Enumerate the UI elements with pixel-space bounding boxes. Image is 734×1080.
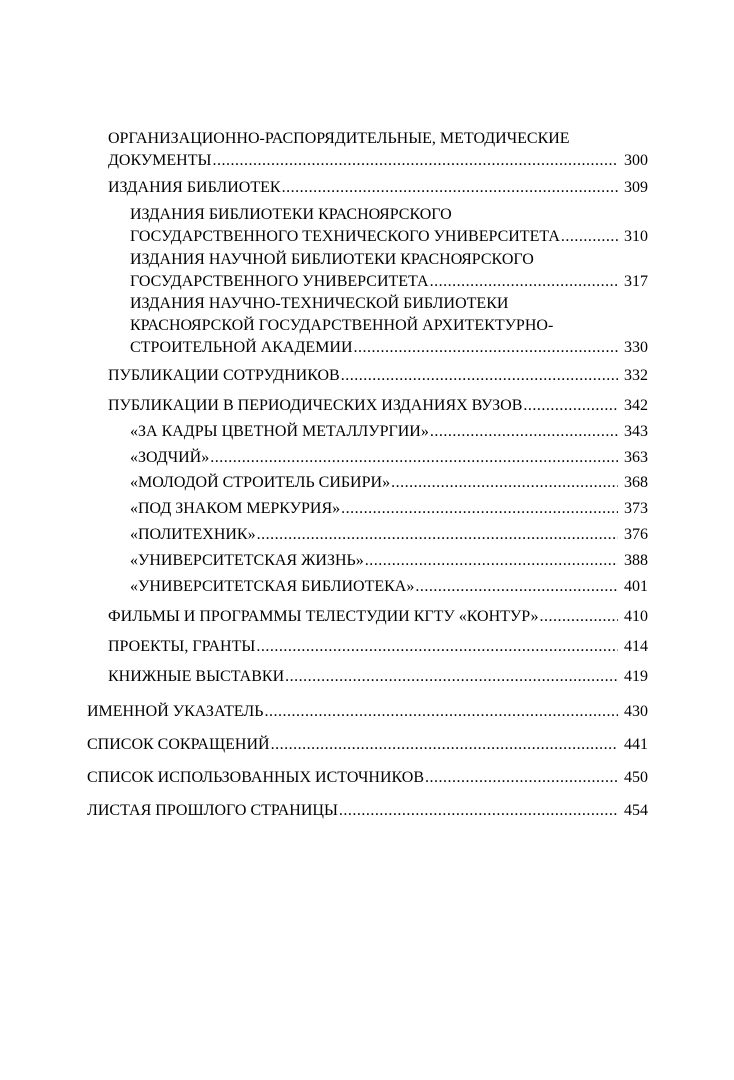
dot-leader: [430, 421, 618, 443]
toc-entry[interactable]: [108, 365, 648, 387]
dot-leader: [341, 498, 618, 520]
toc-page-number: 343: [624, 423, 648, 440]
toc-entry[interactable]: [87, 767, 648, 789]
toc-entry-title: ПУБЛИКАЦИИ В ПЕРИОДИЧЕСКИХ ИЗДАНИЯХ ВУЗОВ: [108, 397, 523, 414]
toc-entry-title: СПИСОК СОКРАЩЕНИЙ: [87, 736, 270, 753]
dot-leader: [540, 606, 618, 628]
toc-entry[interactable]: [108, 606, 648, 628]
toc-entry[interactable]: [87, 701, 648, 723]
toc-page-number: 368: [624, 474, 648, 491]
dot-leader: [430, 271, 618, 293]
dot-leader: [282, 177, 618, 199]
toc-entry-title-line: ИЗДАНИЯ НАУЧНО-ТЕХНИЧЕСКОЙ БИБЛИОТЕКИ: [130, 295, 509, 312]
toc-entry-title: ГОСУДАРСТВЕННОГО УНИВЕРСИТЕТА: [130, 273, 429, 290]
toc-entry-title: СТРОИТЕЛЬНОЙ АКАДЕМИИ: [130, 339, 353, 356]
toc-entry[interactable]: [130, 498, 648, 520]
toc-entry[interactable]: [108, 666, 648, 688]
toc-entry[interactable]: [130, 524, 648, 546]
toc-page-number: 310: [624, 228, 648, 245]
toc-page-number: 410: [624, 608, 648, 625]
dot-leader: [561, 226, 618, 248]
toc-entry[interactable]: [130, 550, 648, 572]
dot-leader: [341, 365, 618, 387]
dot-leader: [285, 666, 618, 688]
dot-leader: [391, 472, 618, 494]
dot-leader: [523, 395, 618, 417]
toc-entry[interactable]: [130, 293, 648, 359]
toc-entry-title: ПРОЕКТЫ, ГРАНТЫ: [108, 638, 256, 655]
toc-entry-title: «УНИВЕРСИТЕТСКАЯ ЖИЗНЬ»: [130, 552, 364, 569]
toc-entry[interactable]: [108, 177, 648, 199]
toc-entry-title: «МОЛОДОЙ СТРОИТЕЛЬ СИБИРИ»: [130, 474, 391, 491]
toc-page-number: 376: [624, 526, 648, 543]
dot-leader: [339, 800, 618, 822]
toc-entry-title: ГОСУДАРСТВЕННОГО ТЕХНИЧЕСКОГО УНИВЕРСИТЕТА: [130, 228, 560, 245]
toc-entry[interactable]: [130, 447, 648, 469]
toc-entry-title: КНИЖНЫЕ ВЫСТАВКИ: [108, 668, 285, 685]
toc-page-number: 388: [624, 552, 648, 569]
toc-page-number: 450: [624, 769, 648, 786]
dot-leader: [257, 524, 618, 546]
toc-entry[interactable]: [130, 421, 648, 443]
toc-entry[interactable]: [130, 472, 648, 494]
toc-page-number: 317: [624, 273, 648, 290]
dot-leader: [415, 576, 618, 598]
toc-entry-title: ИМЕННОЙ УКАЗАТЕЛЬ: [87, 703, 264, 720]
toc-entry-title: «УНИВЕРСИТЕТСКАЯ БИБЛИОТЕКА»: [130, 578, 415, 595]
toc-entry[interactable]: [108, 636, 648, 658]
toc-page-number: 454: [624, 802, 648, 819]
dot-leader: [425, 767, 618, 789]
toc-page-number: 300: [624, 152, 648, 169]
dot-leader: [256, 636, 618, 658]
toc-entry-title-line: КРАСНОЯРСКОЙ ГОСУДАРСТВЕННОЙ АРХИТЕКТУРНО-: [130, 317, 554, 334]
toc-entry[interactable]: [130, 576, 648, 598]
toc-page-number: 441: [624, 736, 648, 753]
toc-entry[interactable]: [87, 734, 648, 756]
toc-page-number: 430: [624, 703, 648, 720]
toc-page-number: 309: [624, 179, 648, 196]
toc-entry-title-line: ИЗДАНИЯ НАУЧНОЙ БИБЛИОТЕКИ КРАСНОЯРСКОГО: [130, 251, 534, 268]
toc-entry[interactable]: [130, 249, 648, 293]
toc-entry-title: ФИЛЬМЫ И ПРОГРАММЫ ТЕЛЕСТУДИИ КГТУ «КОНТУР»: [108, 608, 539, 625]
toc-entry[interactable]: [108, 128, 648, 172]
toc-entry-title: «ЗА КАДРЫ ЦВЕТНОЙ МЕТАЛЛУРГИИ»: [130, 423, 429, 440]
dot-leader: [354, 337, 619, 359]
toc-entry-title-line: ИЗДАНИЯ БИБЛИОТЕКИ КРАСНОЯРСКОГО: [130, 206, 452, 223]
dot-leader: [210, 447, 618, 469]
toc-entry[interactable]: [87, 800, 648, 822]
dot-leader: [212, 150, 618, 172]
toc-entry-title: ПУБЛИКАЦИИ СОТРУДНИКОВ: [108, 367, 340, 384]
toc-entry-title: «ПОЛИТЕХНИК»: [130, 526, 256, 543]
toc-entry-title-line: ОРГАНИЗАЦИОННО-РАСПОРЯДИТЕЛЬНЫЕ, МЕТОДИЧЕСКИЕ: [108, 130, 570, 147]
toc-page-number: 332: [624, 367, 648, 384]
toc-page-number: 414: [624, 638, 648, 655]
toc-page-number: 330: [624, 339, 648, 356]
toc-page-number: 419: [624, 668, 648, 685]
dot-leader: [271, 734, 618, 756]
toc-entry-title: «ПОД ЗНАКОМ МЕРКУРИЯ»: [130, 500, 341, 517]
toc-entry[interactable]: [130, 204, 648, 248]
toc-entry[interactable]: [108, 395, 648, 417]
toc-entry-title: ЛИСТАЯ ПРОШЛОГО СТРАНИЦЫ: [87, 802, 338, 819]
toc-page-number: 373: [624, 500, 648, 517]
toc-entry-title: ДОКУМЕНТЫ: [108, 152, 212, 169]
dot-leader: [264, 701, 618, 723]
toc-page-number: 401: [624, 578, 648, 595]
toc-page-number: 342: [624, 397, 648, 414]
toc-entry-title: «ЗОДЧИЙ»: [130, 449, 210, 466]
toc-page-number: 363: [624, 449, 648, 466]
toc-entry-title: СПИСОК ИСПОЛЬЗОВАННЫХ ИСТОЧНИКОВ: [87, 769, 425, 786]
toc-entry-title: ИЗДАНИЯ БИБЛИОТЕК: [108, 179, 281, 196]
dot-leader: [365, 550, 618, 572]
